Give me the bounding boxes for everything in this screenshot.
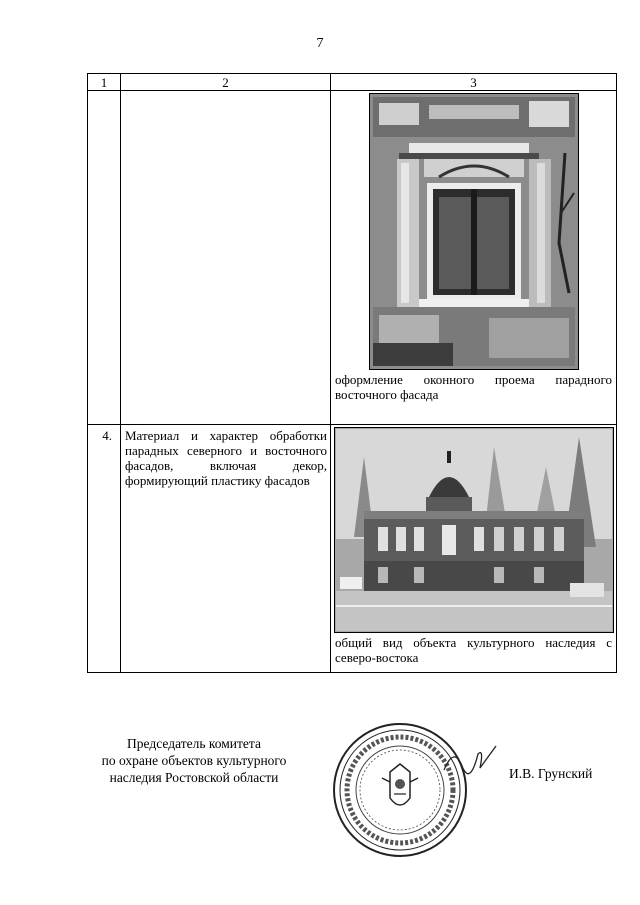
signatory-title-line: по охране объектов культурного: [101, 753, 287, 768]
page-number: 7: [316, 36, 324, 51]
signatory-title-line: Председатель комитета: [127, 736, 261, 751]
photo-cell: [331, 425, 617, 673]
table-header-row: [88, 74, 617, 91]
photo-caption: оформление оконного проема парадного восточного фасада: [335, 372, 612, 402]
object-table: [87, 73, 617, 673]
photo-caption: общий вид объекта культурного наследия с северо-востока: [335, 635, 612, 665]
photo-cell: [331, 91, 617, 425]
row-description: Материал и характер обработки парадных северного и восточного фасадов, включая декор, формирующий пластику фасадов: [121, 425, 331, 673]
signatory-title: [84, 735, 304, 786]
window-facade-photo: [369, 93, 579, 370]
column-header: 3: [331, 74, 617, 91]
row-description: [121, 91, 331, 425]
table-row: [88, 425, 617, 673]
handwritten-signature: [440, 740, 500, 780]
table-row: [88, 91, 617, 425]
column-header: 2: [121, 74, 331, 91]
signatory-title-line: наследия Ростовской области: [109, 770, 279, 785]
row-number: [88, 91, 121, 425]
column-header: 1: [88, 74, 121, 91]
building-general-view-photo: [334, 427, 614, 633]
row-number: 4.: [88, 425, 121, 673]
signatory-name: И.В. Грунский: [509, 766, 593, 781]
